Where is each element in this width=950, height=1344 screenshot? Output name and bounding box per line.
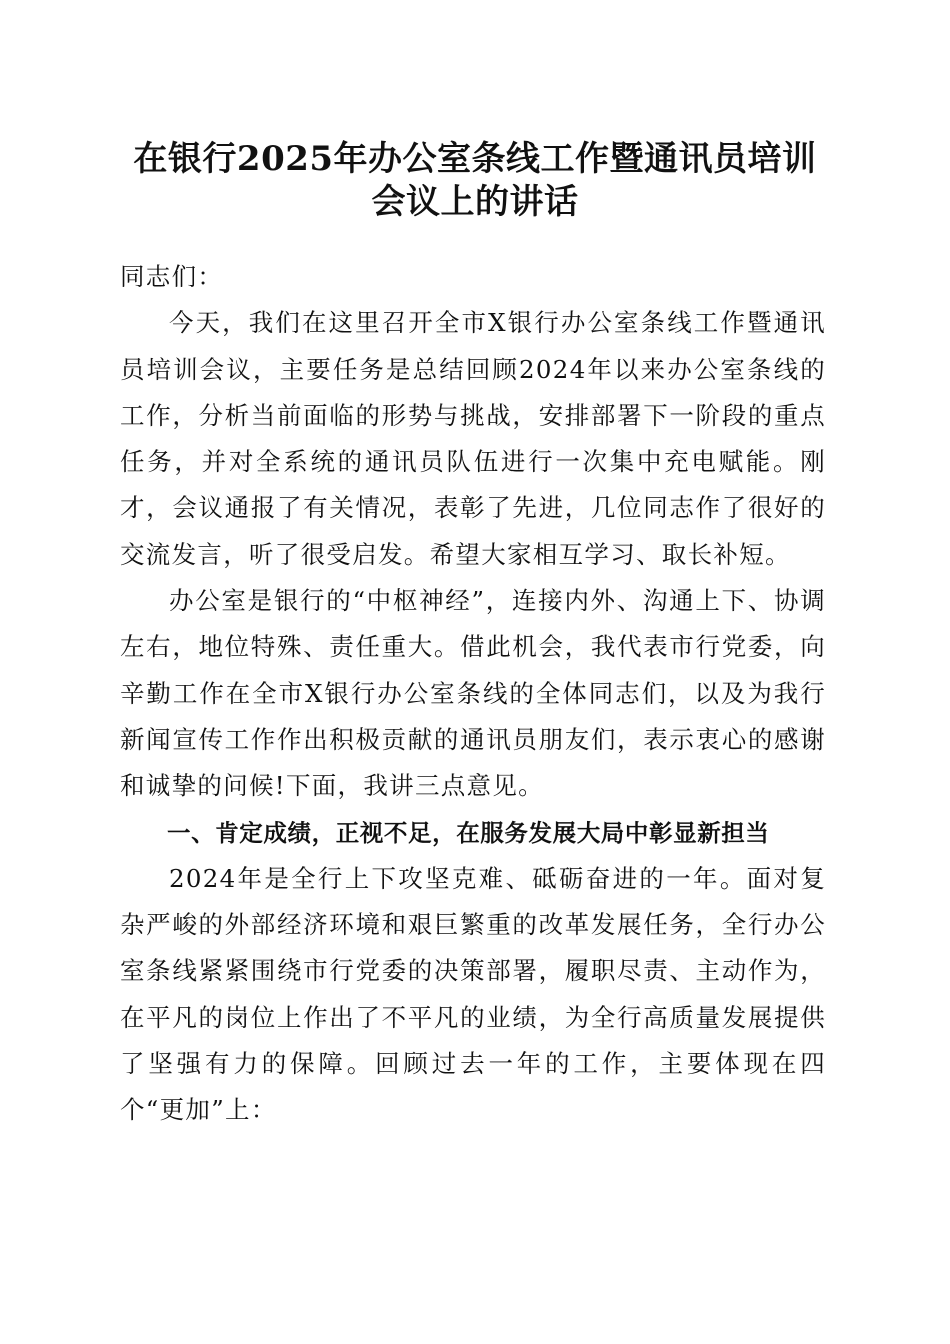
title-line-2: 会议上的讲话 [371, 182, 579, 222]
paragraph-2024-review: 2024年是全行上下攻坚克难、砥砺奋进的一年。面对复杂严峻的外部经济环境和艰巨繁重的改革发展任务，全行办公室条线紧紧围绕市行党委的决策部署，履职尽责、主动作为，在平凡的岗位上作出了不平凡的业绩，为全行高质量发展提供了坚强有力的保障。回顾过去一年的工作，主要体现在四个“更加”上： [120, 863, 826, 1125]
paragraph-opening: 今天，我们在这里召开全市X银行办公室条线工作暨通讯员培训会议，主要任务是总结回顾2024年以来办公室条线的工作，分析当前面临的形势与挑战，安排部署下一阶段的重点任务，并对全系统的通讯员队伍进行一次集中充电赋能。刚才，会议通报了有关情况，表彰了先进，几位同志作了很好的交流发言，听了很受启发。希望大家相互学习、取长补短。 [120, 308, 826, 569]
paragraph-office-role: 办公室是银行的“中枢神经”，连接内外、沟通上下、协调左右，地位特殊、责任重大。借此机会，我代表市行党委，向辛勤工作在全市X银行办公室条线的全体同志们，以及为我行新闻宣传工作作出积极贡献的通讯员朋友们，表示衷心的感谢和诚挚的问候!下面，我讲三点意见。 [120, 586, 826, 801]
title-line-1: 在银行2025年办公室条线工作暨通讯员培训 [133, 139, 817, 179]
salutation: 同志们： [120, 262, 224, 291]
document-title [118, 138, 832, 224]
section-heading-1: 一、肯定成绩，正视不足，在服务发展大局中彰显新担当 [167, 818, 770, 847]
document-body [120, 254, 826, 1134]
